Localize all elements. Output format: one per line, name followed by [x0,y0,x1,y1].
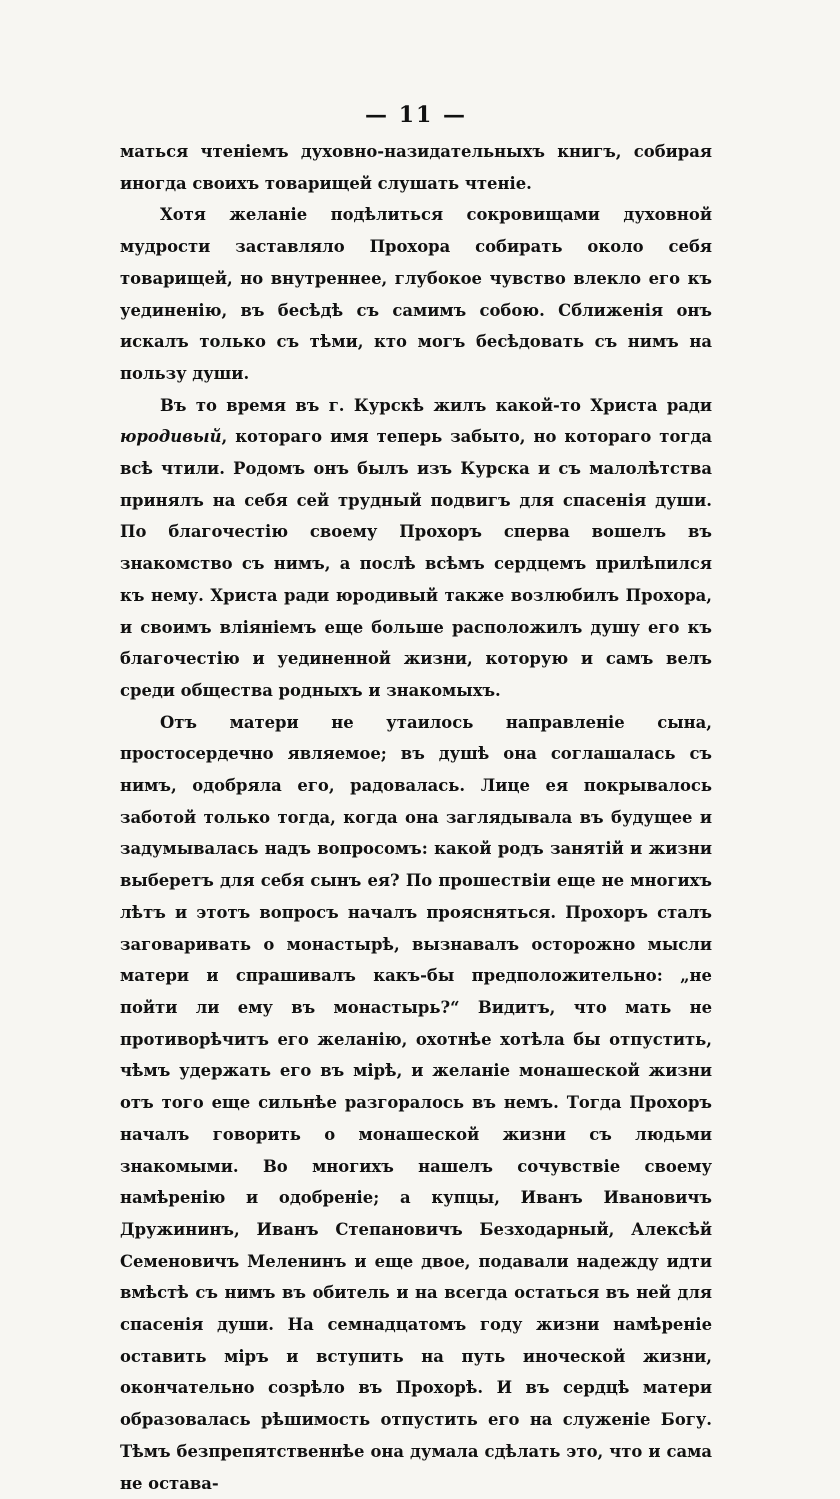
body-text [120,136,712,1499]
emphasized-word: юродивый [120,427,222,447]
paragraph-text: Въ то время въ г. Курскѣ жилъ какой-то Христа ради [160,395,712,415]
page-number: — 11 — [365,102,467,128]
paragraph-text: , котораго имя теперь забыто, но котораго тогда всѣ чтили. Родомъ онъ былъ изъ Курска и съ малолѣтства принялъ на себя сей трудный подвигъ для спасенія души. По благочестію своему Прохоръ сперва вошелъ въ знакомство съ нимъ, а послѣ всѣмъ сердцемъ прилѣпился къ нему. Христа ради юродивый также возлюбилъ Прохора, и своимъ вліяніемъ еще больше расположилъ душу его къ благочестію и уединенной жизни, которую и самъ велъ среди общества родныхъ и знакомыхъ. [120,427,712,700]
paragraph: Отъ матери не утаилось направленіе сына, простосердечно являемое; въ душѣ она соглашалась съ нимъ, одобряла его, радовалась. Лице ея покрывалось заботой только тогда, когда она заглядывала въ будущее и задумывалась надъ вопросомъ: какой родъ занятій и жизни выберетъ для себя сынъ ея? По прошествіи еще не многихъ лѣтъ и этотъ вопросъ началъ проясняться. Прохоръ сталъ заговаривать о монастырѣ, вызнавалъ осторожно мысли матери и спрашивалъ какъ-бы предположительно: „не пойти ли ему въ монастырь?“ Видитъ, что мать не противорѣчитъ его желанію, охотнѣе хотѣла бы отпустить, чѣмъ удержать его въ мірѣ, и желаніе монашеской жизни отъ того еще сильнѣе разгоралось въ немъ. Тогда Прохоръ началъ говорить о монашеской жизни съ людьми знакомыми. Во многихъ нашелъ сочувствіе своему намѣренію и одобреніе; а купцы, Иванъ Ивановичъ Дружининъ, Иванъ Степановичъ Безходарный, Алексѣй Семеновичъ Меленинъ и еще двое, подавали надежду идти вмѣстѣ съ нимъ въ обитель и на всегда остаться въ ней для спасенія души. На семнадцатомъ году жизни намѣреніе оставить міръ и вступить на путь иноческой жизни, окончательно созрѣло въ Прохорѣ. И въ сердцѣ матери образовалась рѣшимость отпустить его на служеніе Богу. Тѣмъ безпрепятственнѣе она думала сдѣлать это, что и сама не остава- [120,712,712,1493]
paragraph: Хотя желаніе подѣлиться сокровищами духовной мудрости заставляло Прохора собирать около себя товарищей, но внутреннее, глубокое чувство влекло его къ уединенію, въ бесѣдѣ съ самимъ собою. Сближенія онъ искалъ только съ тѣми, кто могъ бесѣдовать съ нимъ на пользу души. [120,205,712,383]
paragraph [120,390,712,707]
paragraph: маться чтеніемъ духовно-назидательныхъ книгъ, собирая иногда своихъ товарищей слушать чтеніе. [120,142,712,193]
